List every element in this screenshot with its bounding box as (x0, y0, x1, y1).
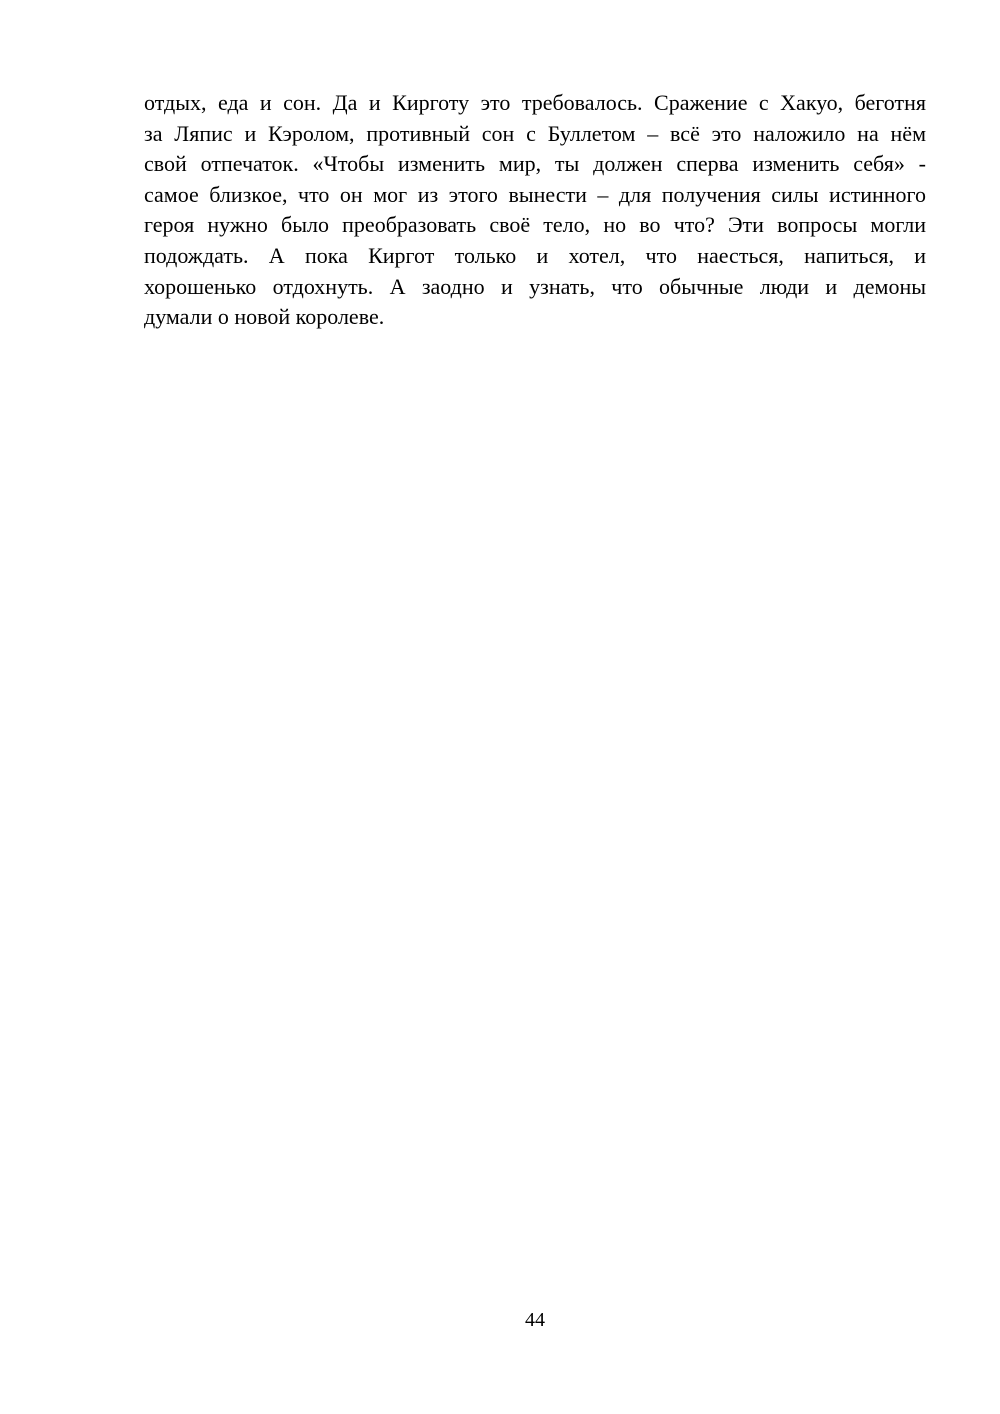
paragraph-line: героя нужно было преобразовать своё тело, но во что? Эти вопросы могли (144, 212, 926, 238)
paragraph-line: отдых, еда и сон. Да и Кирготу это требовалось. Сражение с Хакуо, беготня (144, 90, 926, 115)
body-paragraph (144, 88, 926, 333)
paragraph-line: хорошенько отдохнуть. А заодно и узнать, что обычные люди и демоны (144, 273, 926, 299)
paragraph-line: думали о новой королеве. (144, 304, 385, 330)
paragraph-line: подождать. А пока Киргот только и хотел, что наесться, напиться, и (144, 242, 926, 268)
page-number: 44 (525, 1309, 545, 1331)
paragraph-line: свой отпечаток. «Чтобы изменить мир, ты должен сперва изменить себя» - (144, 151, 926, 177)
paragraph-line: самое близкое, что он мог из этого вынести – для получения силы истинного (144, 181, 926, 207)
paragraph-line: за Ляпис и Кэролом, противный сон с Буллетом – всё это наложило на нём (144, 120, 926, 146)
